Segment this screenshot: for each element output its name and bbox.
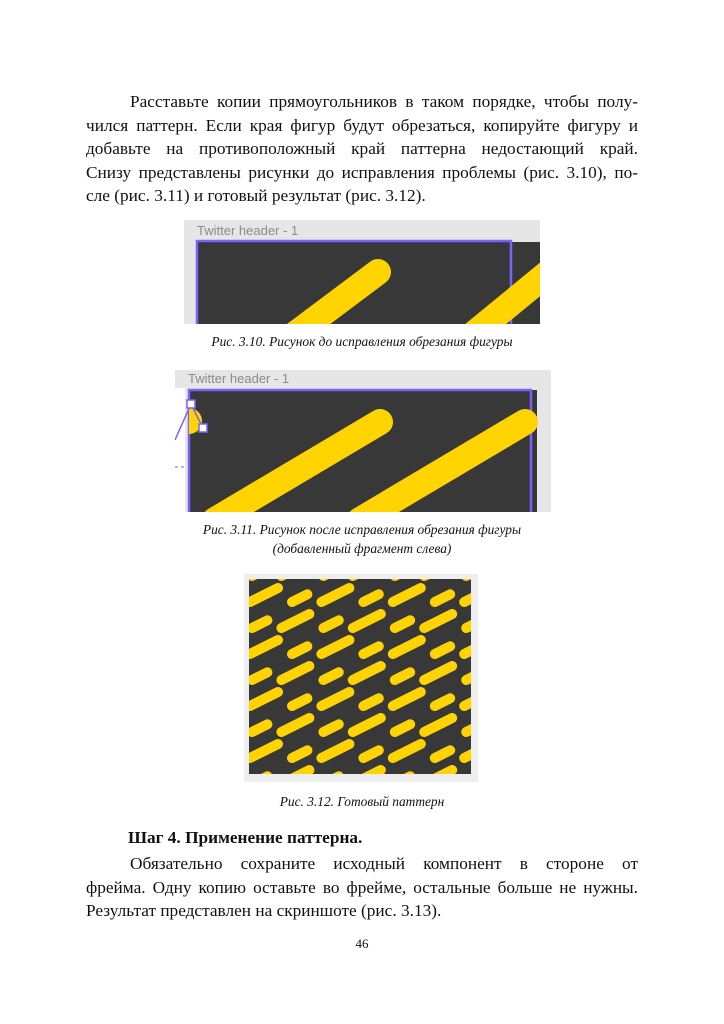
figure-3-11-screenshot [175,370,551,512]
intro-line-3: добавьте на противоположный край паттерна недостающий край. [86,139,638,158]
pattern-stripe [435,750,450,758]
step-4-line-2: фрейма. Одну копию оставьте во фрейме, остальные больше не нужны. [86,877,638,897]
pattern-stripe [292,594,307,602]
figure-3-11-caption [86,520,638,558]
pattern-stripe [252,574,267,576]
pattern-stripe [435,646,450,654]
resize-handle [199,424,207,432]
intro-line-4: Снизу представлены рисунки до исправления проблемы (рис. 3.10), по- [86,162,638,182]
pattern-stripe [323,620,338,628]
figure-3-11-caption-line-1: Рис. 3.11. Рисунок после исправления обрезания фигуры [202,522,522,537]
intro-line-1: Расставьте копии прямоугольников в таком порядке, чтобы полу- [130,92,638,111]
pattern-stripe [435,698,450,706]
pattern-stripe [292,646,307,654]
pattern-stripe [435,594,450,602]
step-4-heading: Шаг 4. Применение паттерна. [128,828,363,847]
pattern-stripe [292,698,307,706]
pattern-stripe [252,672,267,680]
pattern-stripe [395,574,410,576]
pattern-stripe [323,724,338,732]
pattern-stripe [363,646,378,654]
pattern-stripe [353,574,381,576]
pattern-stripe [466,776,478,782]
intro-paragraph [86,90,638,208]
pattern-stripe [466,574,478,576]
pattern-stripe [424,574,452,576]
intro-line-2: чился паттерн. Если края фигур будут обрезаться, копируйте фигуру и [86,115,638,135]
pattern-stripe [323,672,338,680]
step-4-paragraph [86,852,638,923]
pattern-stripe [395,724,410,732]
pattern-stripe [395,672,410,680]
figure-3-11-caption-line-2: (добавленный фрагмент слева) [272,541,452,556]
pattern-stripe [252,620,267,628]
pattern-stripe [292,750,307,758]
figure-3-10-caption: Рис. 3.10. Рисунок до исправления обрезания фигуры [211,334,513,349]
pattern-stripe [363,750,378,758]
frame-label: Twitter header - 1 [188,371,290,386]
intro-line-5: сле (рис. 3.11) и готовый результат (рис. 3.12). [86,186,426,205]
pattern-stripe [395,620,410,628]
step-4-line-1: Обязательно сохраните исходный компонент в стороне от [130,854,638,873]
pattern-stripe [252,776,267,782]
resize-handle [187,400,195,408]
figure-3-10-screenshot [184,220,540,324]
pattern-stripe [363,698,378,706]
figure-3-12-caption: Рис. 3.12. Готовый паттерн [279,794,445,809]
pattern-stripe [395,776,410,782]
frame-label: Twitter header - 1 [197,223,299,238]
pattern-stripe [323,574,338,576]
pattern-stripe [252,724,267,732]
page-number: 46 [355,936,369,951]
pattern-stripe [323,776,338,782]
pattern-stripe [281,574,309,576]
step-4-line-3: Результат представлен на скриншоте (рис. 3.13). [86,901,442,920]
pattern-stripe [363,594,378,602]
figure-3-12-pattern [244,574,478,782]
